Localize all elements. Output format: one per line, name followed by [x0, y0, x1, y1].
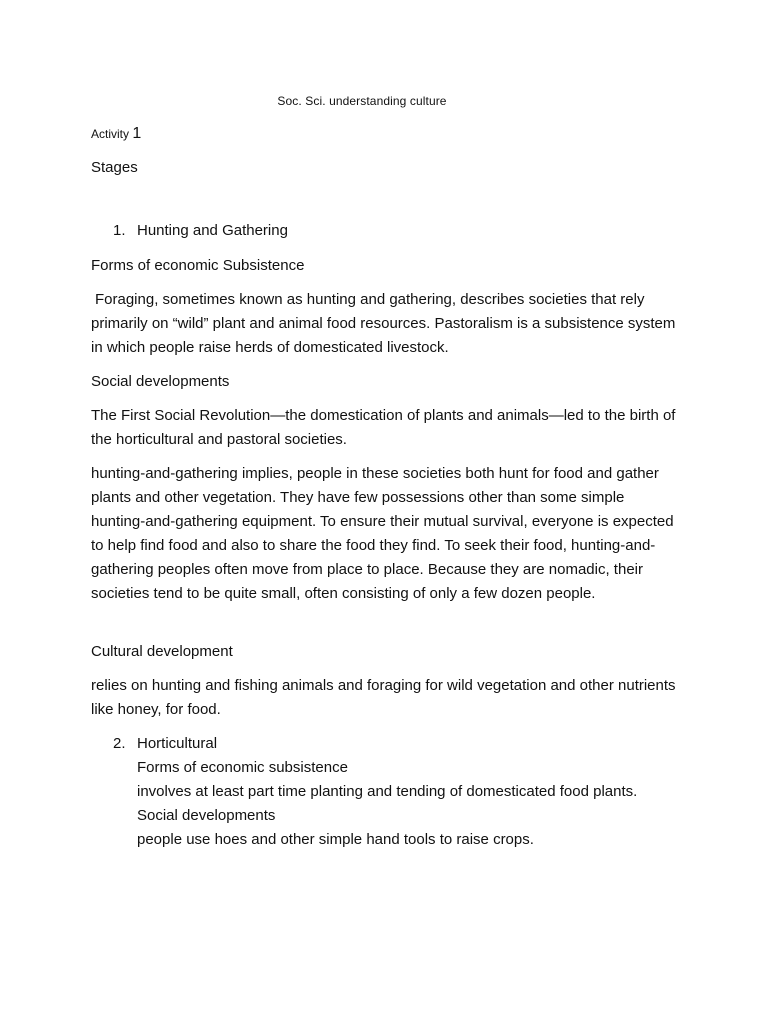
stage2-number: 2. — [113, 735, 126, 752]
stage2-economic-text: involves at least part time planting and tending of domesticated food plants. — [137, 783, 638, 800]
stage2-social-heading: Social developments — [137, 807, 276, 824]
stage2-block — [137, 732, 677, 852]
stage2-economic-heading: Forms of economic subsistence — [137, 759, 348, 776]
document-title: Soc. Sci. understanding culture — [277, 94, 447, 108]
stage2-social-text: people use hoes and other simple hand tools to raise crops. — [137, 831, 534, 848]
stage1-title: Hunting and Gathering — [137, 222, 288, 239]
stage1-social-text-1: The First Social Revolution—the domestication of plants and animals—led to the birth of the horticultural and pastoral societies. — [91, 407, 676, 448]
stage1-economic-text: Foraging, sometimes known as hunting and gathering, describes societies that rely primarily on “wild” plant and animal food resources. Pastoralism is a subsistence system in which people raise herds of domesticated livestock. — [91, 291, 676, 356]
stage1-number: 1. — [113, 222, 126, 239]
stage1-social-text-2: hunting-and-gathering implies, people in these societies both hunt for food and gather plants and other vegetation. They have few possessions other than some simple hunting-and-gathering equipment. To ensure their mutual survival, everyone is expected to help find food and also to share the food they find. To seek their food, hunting-and-gathering peoples often move from place to place. Because they are nomadic, their societies tend to be quite small, often consisting of only a few dozen people. — [91, 465, 674, 602]
activity-number: 1 — [132, 125, 142, 142]
stage2-title: Horticultural — [137, 735, 218, 752]
activity-text: Activity — [91, 127, 130, 141]
activity-label — [91, 125, 141, 143]
stage1-cultural-heading: Cultural development — [91, 643, 233, 660]
stage1-social-heading: Social developments — [91, 373, 230, 390]
stages-heading: Stages — [91, 159, 138, 176]
stage1-cultural-text: relies on hunting and fishing animals and foraging for wild vegetation and other nutrients like honey, for food. — [91, 677, 676, 718]
stage1-economic-heading: Forms of economic Subsistence — [91, 257, 305, 274]
